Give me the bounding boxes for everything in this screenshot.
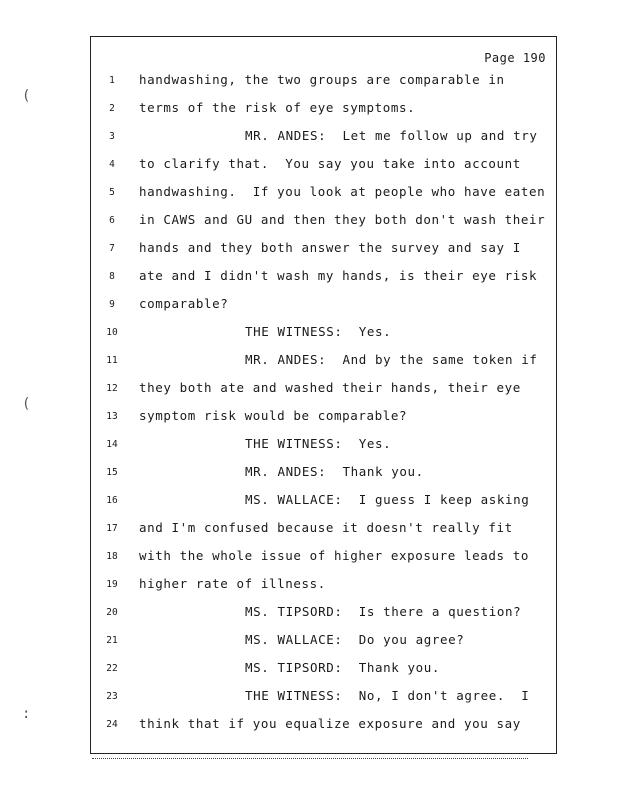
line-text: MR. ANDES: Thank you. [245, 464, 424, 479]
line-text: they both ate and washed their hands, their eye [139, 380, 521, 395]
line-text: think that if you equalize exposure and you say [139, 716, 521, 731]
line-number: 2 [109, 103, 115, 114]
line-text: to clarify that. You say you take into account [139, 156, 521, 171]
transcript-line [91, 73, 556, 101]
line-number: 10 [106, 327, 118, 338]
transcript-line [91, 129, 556, 157]
page-number: Page 190 [484, 51, 546, 65]
transcript-line [91, 717, 556, 745]
line-text: MR. ANDES: Let me follow up and try [245, 128, 538, 143]
line-text: MS. TIPSORD: Is there a question? [245, 604, 522, 619]
transcript-line [91, 213, 556, 241]
line-text: THE WITNESS: No, I don't agree. I [245, 688, 530, 703]
transcript-line [91, 157, 556, 185]
line-text: MR. ANDES: And by the same token if [245, 352, 538, 367]
line-number: 15 [106, 467, 118, 478]
transcript-line [91, 521, 556, 549]
line-text: THE WITNESS: Yes. [245, 324, 392, 339]
line-text: MS. WALLACE: Do you agree? [245, 632, 465, 647]
line-text: MS. TIPSORD: Thank you. [245, 660, 441, 675]
line-text: hands and they both answer the survey and say I [139, 240, 521, 255]
line-number: 1 [109, 75, 115, 86]
transcript-line [91, 269, 556, 297]
line-number: 11 [106, 355, 118, 366]
transcript-line [91, 241, 556, 269]
transcript-line [91, 185, 556, 213]
line-number: 6 [109, 215, 115, 226]
line-text: higher rate of illness. [139, 576, 326, 591]
line-text: THE WITNESS: Yes. [245, 436, 392, 451]
line-number: 5 [109, 187, 115, 198]
transcript-page [90, 36, 557, 754]
transcript-line [91, 549, 556, 577]
line-number: 8 [109, 271, 115, 282]
line-number: 7 [109, 243, 115, 254]
line-text: symptom risk would be comparable? [139, 408, 408, 423]
transcript-line [91, 465, 556, 493]
transcript-line [91, 577, 556, 605]
line-text: comparable? [139, 296, 229, 311]
binder-hole-mark: : [22, 706, 31, 722]
transcript-line [91, 605, 556, 633]
line-text: terms of the risk of eye symptoms. [139, 100, 416, 115]
line-number: 14 [106, 439, 118, 450]
line-number: 4 [109, 159, 115, 170]
transcript-line [91, 409, 556, 437]
line-number: 22 [106, 663, 118, 674]
binder-hole-mark: ( [22, 88, 31, 104]
line-text: handwashing. If you look at people who have eaten [139, 184, 546, 199]
line-number: 3 [109, 131, 115, 142]
transcript-line [91, 661, 556, 689]
line-text: and I'm confused because it doesn't really fit [139, 520, 513, 535]
line-number: 12 [106, 383, 118, 394]
line-number: 24 [106, 719, 118, 730]
transcript-line [91, 325, 556, 353]
line-number: 19 [106, 579, 118, 590]
line-number: 13 [106, 411, 118, 422]
binder-hole-mark: ( [22, 396, 31, 412]
line-number: 23 [106, 691, 118, 702]
line-text: MS. WALLACE: I guess I keep asking [245, 492, 530, 507]
line-text: with the whole issue of higher exposure leads to [139, 548, 530, 563]
line-number: 21 [106, 635, 118, 646]
transcript-line [91, 437, 556, 465]
line-number: 16 [106, 495, 118, 506]
transcript-line [91, 101, 556, 129]
footer-rule [92, 758, 528, 759]
transcript-line [91, 689, 556, 717]
line-text: handwashing, the two groups are comparable in [139, 72, 505, 87]
line-number: 17 [106, 523, 118, 534]
transcript-line [91, 493, 556, 521]
line-number: 20 [106, 607, 118, 618]
transcript-line [91, 381, 556, 409]
line-number: 18 [106, 551, 118, 562]
transcript-line [91, 297, 556, 325]
transcript-line [91, 633, 556, 661]
line-number: 9 [109, 299, 115, 310]
line-text: in CAWS and GU and then they both don't wash their [139, 212, 546, 227]
transcript-line [91, 353, 556, 381]
line-text: ate and I didn't wash my hands, is their eye risk [139, 268, 538, 283]
